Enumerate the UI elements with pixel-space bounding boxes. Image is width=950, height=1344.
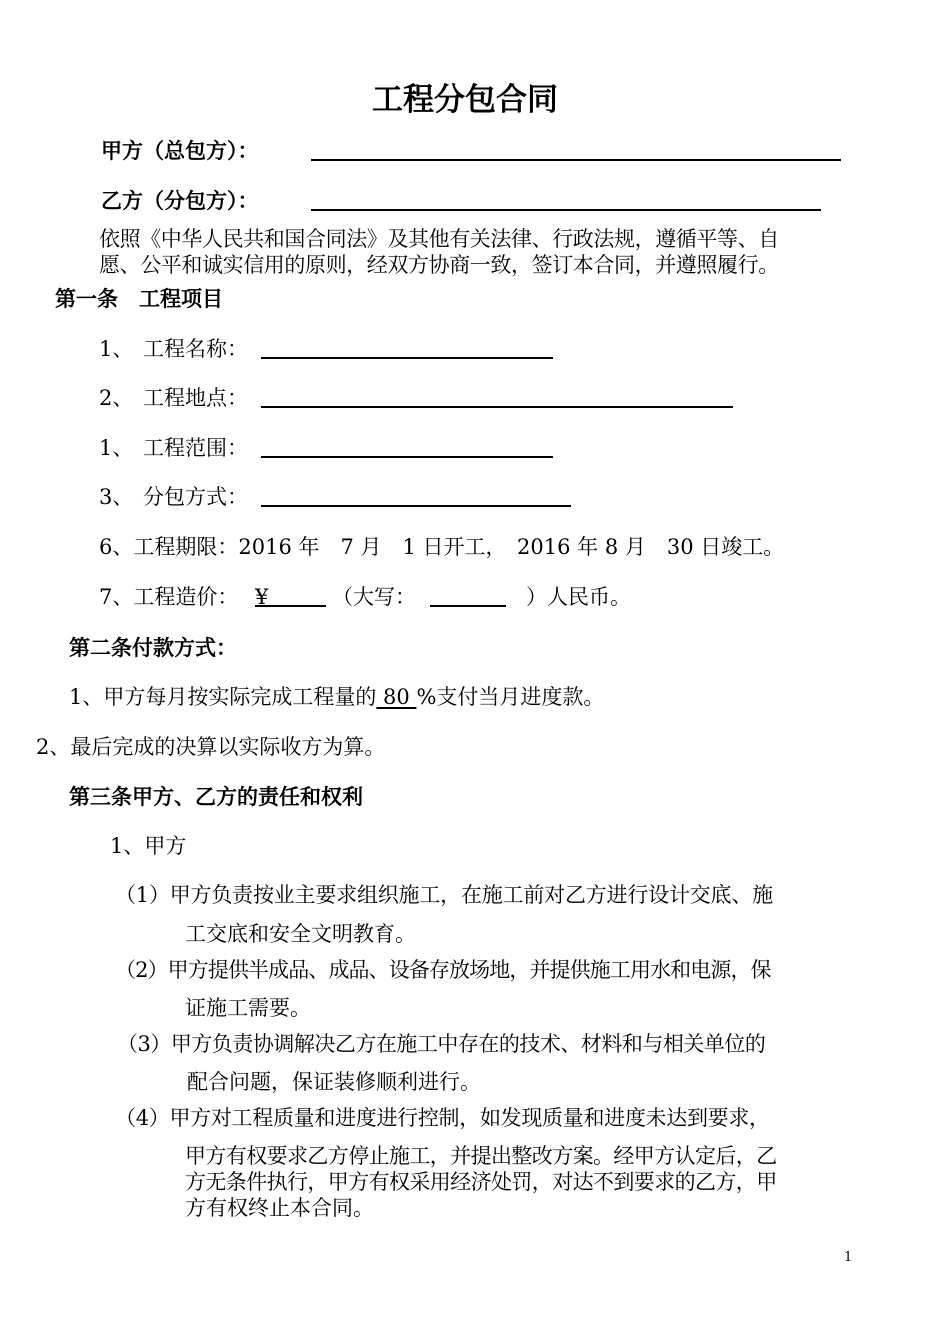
payment-item-2: 2、最后完成的决算以实际收方为算。 xyxy=(36,735,386,759)
price-figure-blank xyxy=(255,605,326,607)
payment-item-1-suffix: %支付当月进度款。 xyxy=(416,685,605,709)
payment-item-1 xyxy=(69,685,604,709)
item-number: 2、 xyxy=(99,386,134,410)
party-b-blank xyxy=(311,209,821,211)
clause-3-line-2: 配合问题，保证装修顺利进行。 xyxy=(187,1070,481,1094)
article-1-heading: 第一条 工程项目 xyxy=(55,286,223,311)
project-period: 6、工程期限：2016 年 7 月 1 日开工， 2016 年 8 月 30 日竣工。 xyxy=(99,535,785,559)
clause-3-line-1: （3）甲方负责协调解决乙方在施工中存在的技术、材料和与相关单位的 xyxy=(117,1032,766,1056)
project-name-label: 工程名称： xyxy=(143,337,248,361)
intro-line-1: 依照《中华人民共和国合同法》及其他有关法律、行政法规，遵循平等、自 xyxy=(99,227,779,251)
subcontract-method-label: 分包方式： xyxy=(143,485,248,509)
clause-4-line-1: （4）甲方对工程质量和进度进行控制，如发现质量和进度未达到要求， xyxy=(115,1106,770,1130)
party-a-blank xyxy=(311,159,841,161)
item-number: 1、 xyxy=(99,436,134,460)
project-scope-label: 工程范围： xyxy=(143,436,248,460)
party-b-label: 乙方（分包方）： xyxy=(101,188,259,213)
clause-1-line-2: 工交底和安全文明教育。 xyxy=(185,922,416,946)
document-title: 工程分包合同 xyxy=(372,82,558,118)
clause-4-line-2: 甲方有权要求乙方停止施工，并提出整改方案。经甲方认定后，乙 xyxy=(185,1144,777,1168)
intro-line-2: 愿、公平和诚实信用的原则，经双方协商一致，签订本合同，并遵照履行。 xyxy=(99,253,779,277)
project-scope-blank xyxy=(261,456,553,458)
page-number: 1 xyxy=(844,1250,853,1265)
project-price-label: 7、工程造价： xyxy=(99,585,239,609)
clause-4-line-4: 方有权终止本合同。 xyxy=(185,1196,374,1220)
clause-1-line-1: （1）甲方负责按业主要求组织施工，在施工前对乙方进行设计交底、施 xyxy=(115,883,773,907)
party-a-label: 甲方（总包方）： xyxy=(101,138,259,163)
article-2-heading: 第二条付款方式： xyxy=(69,635,237,660)
item-number: 3、 xyxy=(99,485,134,509)
project-name-blank xyxy=(261,357,553,359)
yen-symbol: ¥ xyxy=(255,585,269,609)
article-3-heading: 第三条甲方、乙方的责任和权利 xyxy=(69,784,363,809)
project-location-label: 工程地点： xyxy=(143,386,248,410)
project-location-blank xyxy=(261,406,733,408)
payment-item-1-text: 1、甲方每月按实际完成工程量的 xyxy=(69,685,377,709)
capital-amount-blank xyxy=(430,605,506,607)
payment-percent-value: 80 xyxy=(376,685,417,709)
capital-amount-close: ）人民币。 xyxy=(526,585,631,609)
clause-2-line-2: 证施工需要。 xyxy=(185,996,311,1020)
capital-amount-open: （大写： xyxy=(332,585,416,609)
clause-2-line-1: （2）甲方提供半成品、成品、设备存放场地，并提供施工用水和电源，保 xyxy=(115,958,771,982)
subcontract-method-blank xyxy=(261,505,571,507)
clause-4-line-3: 方无条件执行，甲方有权采用经济处罚，对达不到要求的乙方，甲 xyxy=(185,1170,777,1194)
item-number: 1、 xyxy=(99,337,134,361)
party-a-subheading: 1、甲方 xyxy=(110,834,187,858)
